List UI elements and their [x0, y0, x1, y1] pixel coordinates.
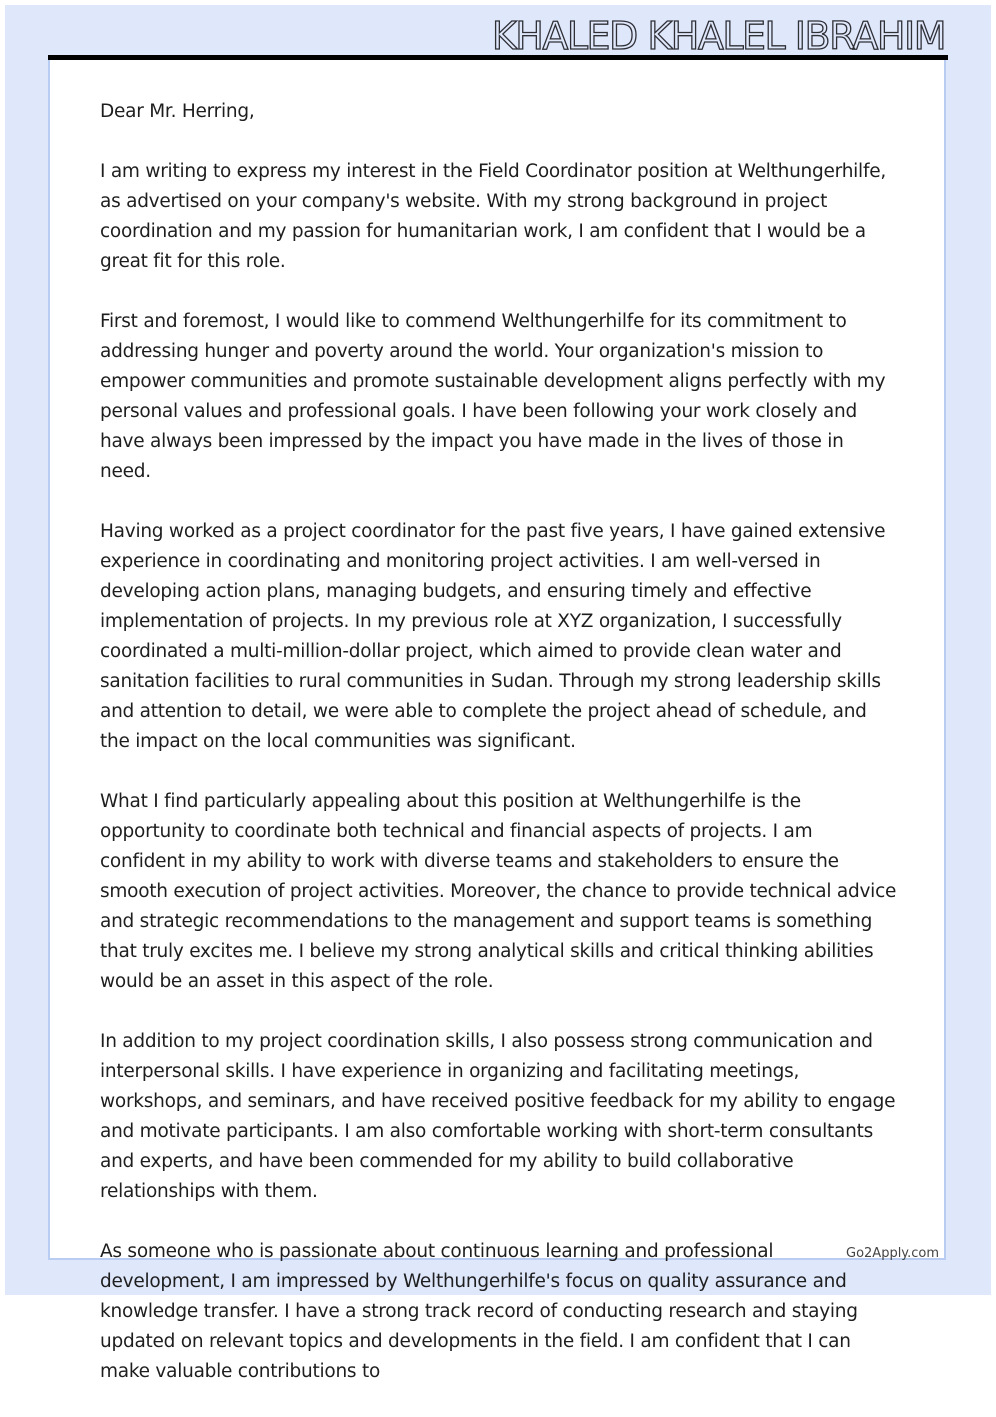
watermark: Go2Apply.com — [846, 1246, 940, 1261]
paragraph-learning: As someone who is passionate about continuous learning and professional development, I am impressed by Welthungerhilfe's focus on quality assurance and knowledge transfer. I have a strong track record of conducting research and staying updated on relevant topics and developments in the field. I am confident that I can make valuable contributions to — [100, 1241, 858, 1382]
cover-letter-body — [100, 97, 900, 1417]
paragraph-experience: Having worked as a project coordinator for the past five years, I have gained extensive experience in coordinating and monitoring project activities. I am well-versed in developing action plans, managing budgets, and ensuring timely and effective implementation of projects. In my previous role at XYZ organization, I successfully coordinated a multi-million-dollar project, which aimed to provide clean water and sanitation facilities to rural communities in Sudan. Through my strong leadership skills and attention to detail, we were able to complete the project ahead of schedule, and the impact on the local communities was significant. — [100, 521, 886, 752]
salutation: Dear Mr. Herring, — [100, 101, 255, 122]
applicant-name: KHALED KHALEL IBRAHIM — [491, 14, 945, 58]
paragraph-commendation: First and foremost, I would like to commend Welthungerhilfe for its commitment to addressing hunger and poverty around the world. Your organization's mission to empower communities and promote sustainable development aligns perfectly with my personal values and professional goals. I have been following your work closely and have always been impressed by the impact you have made in the lives of those in need. — [100, 311, 886, 482]
paragraph-intro: I am writing to express my interest in the Field Coordinator position at Welthungerhilfe, as advertised on your company's website. With my strong background in project coordination and my passion for humanitarian work, I am confident that I would be a great fit for this role. — [100, 161, 886, 272]
paragraph-position-appeal: What I find particularly appealing about this position at Welthungerhilfe is the opportunity to coordinate both technical and financial aspects of projects. I am confident in my ability to work with diverse teams and stakeholders to ensure the smooth execution of project activities. Moreover, the chance to provide technical advice and strategic recommendations to the management and support teams is something that truly excites me. I believe my strong analytical skills and critical thinking abilities would be an asset in this aspect of the role. — [100, 791, 897, 992]
paragraph-communication-skills: In addition to my project coordination skills, I also possess strong communication and interpersonal skills. I have experience in organizing and facilitating meetings, workshops, and seminars, and have received positive feedback for my ability to engage and motivate participants. I am also comfortable working with short-term consultants and experts, and have been commended for my ability to build collaborative relationships with them. — [100, 1031, 896, 1202]
